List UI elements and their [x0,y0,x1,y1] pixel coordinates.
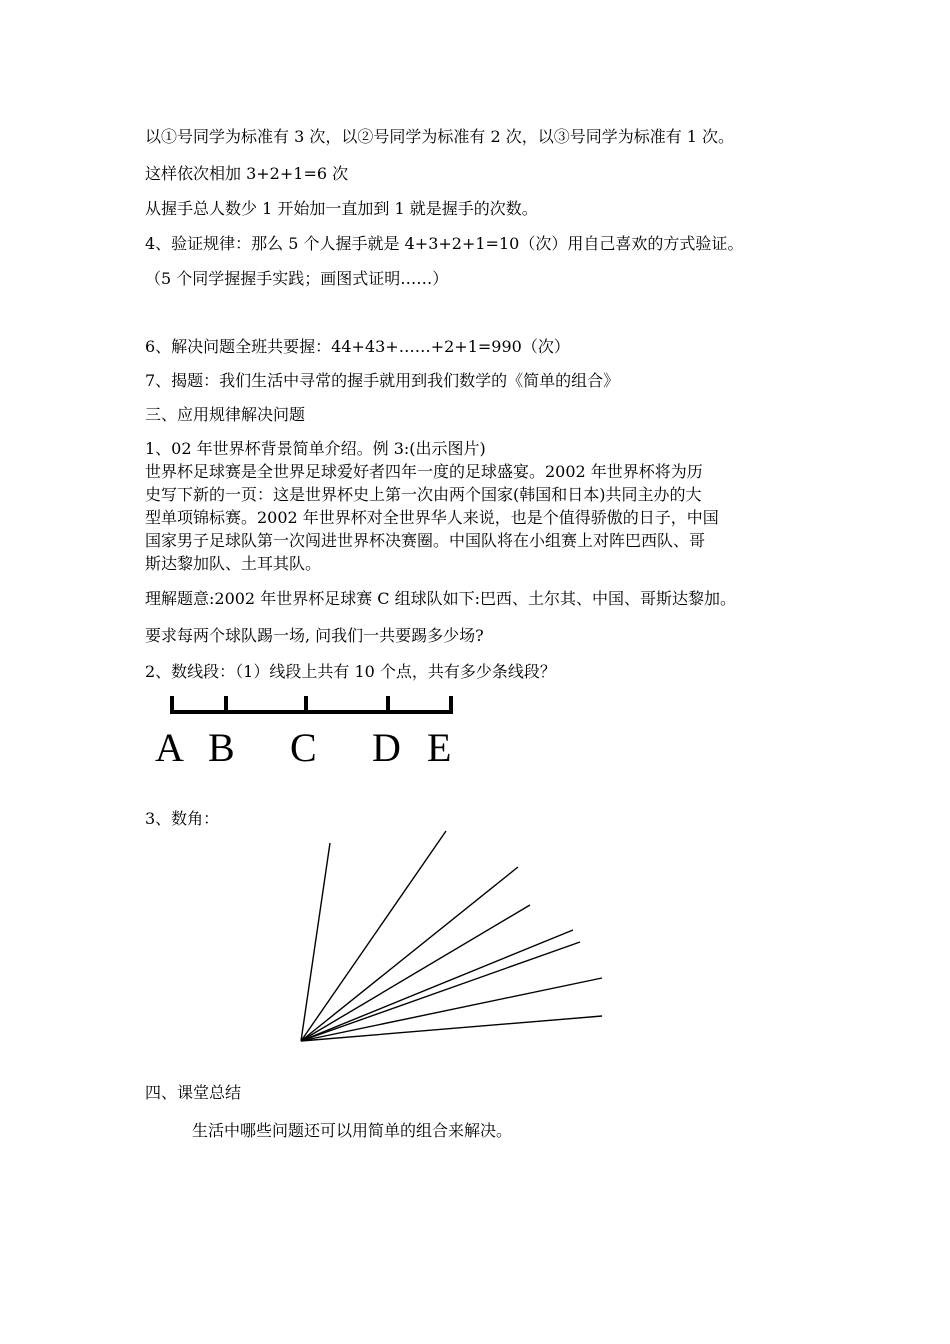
point-label-b: B [208,725,235,770]
text-line-4: 4、验证规律：那么 5 个人握手就是 4+3+2+1=10（次）用自己喜欢的方式验证。 [145,234,744,253]
ray-line [301,905,530,1041]
text-line-13: 3、数角： [145,809,220,828]
text-line-9: 1、02 年世界杯背景简单介绍。例 3:(出示图片) [145,439,486,458]
paragraph-line: 国家男子足球队第一次闯进世界杯决赛圈。中国队将在小组赛上对阵巴西队、哥 [145,531,706,550]
section-heading-4: 四、课堂总结 [145,1083,242,1102]
text-line-1: 以①号同学为标准有 3 次，以②号同学为标准有 2 次，以③号同学为标准有 1 次。 [145,127,735,146]
text-line-2: 这样依次相加 3+2+1=6 次 [145,164,349,183]
paragraph-line: 史写下新的一页：这是世界杯史上第一次由两个国家(韩国和日本)共同主办的大 [145,485,702,504]
paragraph-line: 世界杯足球赛是全世界足球爱好者四年一度的足球盛宴。2002 年世界杯将为历 [145,462,703,481]
point-label-a: A [155,725,184,770]
point-label-d: D [372,725,401,770]
point-label-e: E [427,725,452,770]
section-heading-3: 三、应用规律解决问题 [145,405,306,424]
ray-line [301,930,573,1041]
ray-line [301,867,518,1041]
paragraph-line: 斯达黎加队、土耳其队。 [145,554,322,573]
text-line-12: 2、数线段：（1）线段上共有 10 个点，共有多少条线段？ [145,662,556,681]
text-line-6: 6、解决问题全班共要握：44+43+……+2+1=990（次） [145,337,570,356]
text-line-10: 理解题意:2002 年世界杯足球赛 C 组球队如下:巴西、土尔其、中国、哥斯达黎加。 [145,589,737,608]
text-line-3: 从握手总人数少 1 开始加一直加到 1 就是握手的次数。 [145,199,538,218]
text-line-11: 要求每两个球队踢一场, 问我们一共要踢多少场? [145,626,484,645]
summary-text: 生活中哪些问题还可以用简单的组合来解决。 [192,1121,513,1140]
text-line-5: （5 个同学握握手实践；画图式证明……） [145,269,449,288]
text-line-7: 7、揭题：我们生活中寻常的握手就用到我们数学的《简单的组合》 [145,371,620,390]
paragraph-line: 型单项锦标赛。2002 年世界杯对全世界华人来说，也是个值得骄傲的日子，中国 [145,508,719,527]
ray-line [301,831,446,1041]
ray-line [301,843,330,1041]
point-label-c: C [290,725,317,770]
ray-line [301,1016,602,1041]
